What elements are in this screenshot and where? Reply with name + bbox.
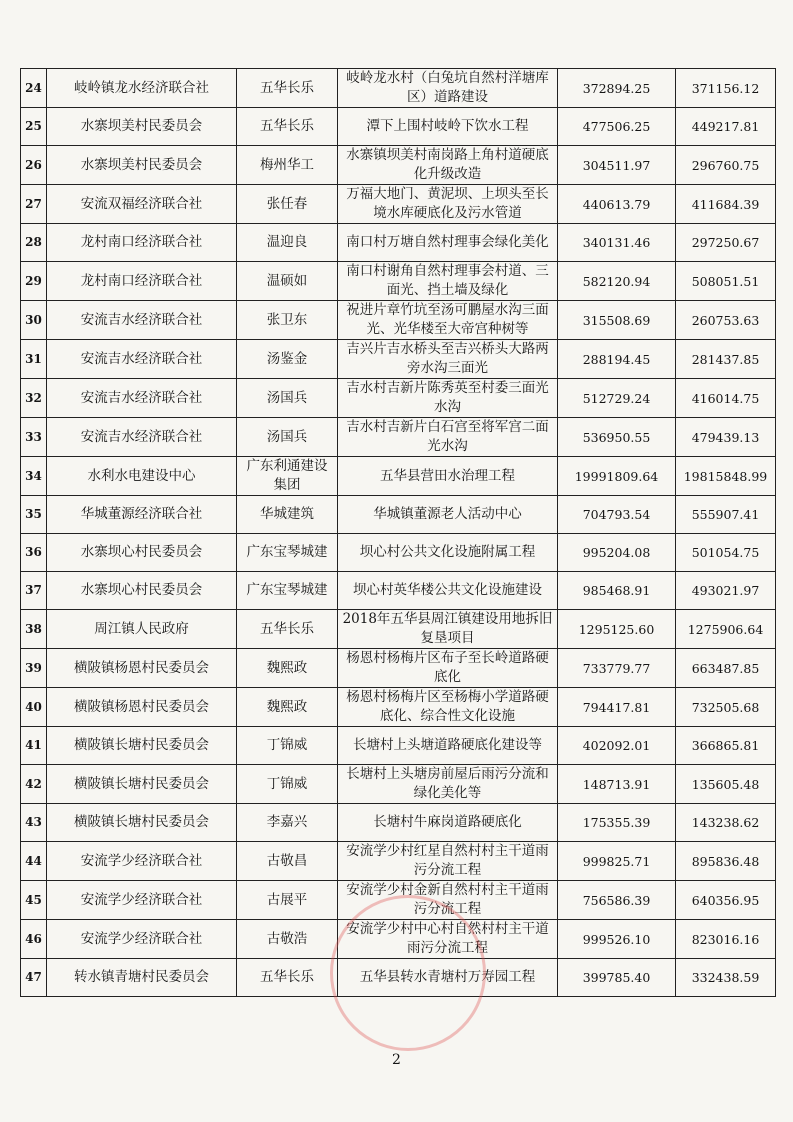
construction-unit-cell: 水利水电建设中心 xyxy=(47,457,237,496)
contract-amount-cell: 372894.25 xyxy=(558,69,676,108)
settlement-amount-cell: 732505.68 xyxy=(676,688,776,727)
construction-unit-cell: 安流学少经济联合社 xyxy=(47,920,237,959)
table-row xyxy=(21,224,776,262)
construction-unit-cell: 横陂镇长塘村民委员会 xyxy=(47,727,237,765)
settlement-amount-cell: 281437.85 xyxy=(676,340,776,379)
settlement-amount-cell: 371156.12 xyxy=(676,69,776,108)
project-name-cell: 长塘村牛麻岗道路硬底化 xyxy=(338,804,558,842)
row-number-cell: 40 xyxy=(21,688,47,727)
row-number-cell: 33 xyxy=(21,418,47,457)
construction-unit-cell: 周江镇人民政府 xyxy=(47,610,237,649)
project-name-cell: 安流学少村金新自然村村主干道雨污分流工程 xyxy=(338,881,558,920)
settlement-amount-cell: 366865.81 xyxy=(676,727,776,765)
project-name-cell: 坝心村英华楼公共文化设施建设 xyxy=(338,572,558,610)
contract-amount-cell: 340131.46 xyxy=(558,224,676,262)
settlement-amount-cell: 143238.62 xyxy=(676,804,776,842)
settlement-amount-cell: 411684.39 xyxy=(676,185,776,224)
settlement-amount-cell: 501054.75 xyxy=(676,534,776,572)
settlement-amount-cell: 416014.75 xyxy=(676,379,776,418)
contract-amount-cell: 999526.10 xyxy=(558,920,676,959)
construction-unit-cell: 横陂镇杨恩村民委员会 xyxy=(47,649,237,688)
row-number-cell: 27 xyxy=(21,185,47,224)
contractor-cell: 古展平 xyxy=(237,881,338,920)
contractor-cell: 广东宝琴城建 xyxy=(237,534,338,572)
contractor-cell: 梅州华工 xyxy=(237,146,338,185)
row-number-cell: 28 xyxy=(21,224,47,262)
table-row xyxy=(21,920,776,959)
table-row xyxy=(21,185,776,224)
contractor-cell: 广东宝琴城建 xyxy=(237,572,338,610)
construction-unit-cell: 横陂镇长塘村民委员会 xyxy=(47,765,237,804)
contractor-cell: 魏熙政 xyxy=(237,649,338,688)
settlement-amount-cell: 895836.48 xyxy=(676,842,776,881)
table-row xyxy=(21,765,776,804)
project-name-cell: 吉水村吉新片陈秀英至村委三面光水沟 xyxy=(338,379,558,418)
project-name-cell: 杨恩村杨梅片区布子至长岭道路硬底化 xyxy=(338,649,558,688)
project-name-cell: 长塘村上头塘道路硬底化建设等 xyxy=(338,727,558,765)
contract-amount-cell: 794417.81 xyxy=(558,688,676,727)
project-name-cell: 祝进片章竹坑至汤可鹏屋水沟三面光、光华楼至大帝宫种树等 xyxy=(338,301,558,340)
project-name-cell: 潭下上围村岐岭下饮水工程 xyxy=(338,108,558,146)
contract-amount-cell: 148713.91 xyxy=(558,765,676,804)
table-row xyxy=(21,340,776,379)
project-name-cell: 岐岭龙水村（白兔坑自然村洋塘库区）道路建设 xyxy=(338,69,558,108)
table-row xyxy=(21,69,776,108)
settlement-amount-cell: 1275906.64 xyxy=(676,610,776,649)
settlement-amount-cell: 297250.67 xyxy=(676,224,776,262)
table-row xyxy=(21,959,776,997)
project-name-cell: 杨恩村杨梅片区至杨梅小学道路硬底化、综合性文化设施 xyxy=(338,688,558,727)
contract-amount-cell: 999825.71 xyxy=(558,842,676,881)
project-name-cell: 五华县营田水治理工程 xyxy=(338,457,558,496)
construction-unit-cell: 转水镇青塘村民委员会 xyxy=(47,959,237,997)
project-name-cell: 五华县转水青塘村万寿园工程 xyxy=(338,959,558,997)
settlement-amount-cell: 260753.63 xyxy=(676,301,776,340)
table-row xyxy=(21,457,776,496)
project-name-cell: 吉兴片吉水桥头至吉兴桥头大路两旁水沟三面光 xyxy=(338,340,558,379)
table-row xyxy=(21,108,776,146)
settlement-amount-cell: 449217.81 xyxy=(676,108,776,146)
construction-unit-cell: 安流吉水经济联合社 xyxy=(47,301,237,340)
settlement-amount-cell: 508051.51 xyxy=(676,262,776,301)
contract-amount-cell: 733779.77 xyxy=(558,649,676,688)
row-number-cell: 34 xyxy=(21,457,47,496)
contract-amount-cell: 304511.97 xyxy=(558,146,676,185)
construction-unit-cell: 安流吉水经济联合社 xyxy=(47,340,237,379)
table-row xyxy=(21,804,776,842)
settlement-amount-cell: 332438.59 xyxy=(676,959,776,997)
row-number-cell: 43 xyxy=(21,804,47,842)
table-row xyxy=(21,301,776,340)
project-name-cell: 吉水村吉新片白石宫至将军宫二面光水沟 xyxy=(338,418,558,457)
project-name-cell: 南口村谢角自然村理事会村道、三面光、挡土墙及绿化 xyxy=(338,262,558,301)
table-row xyxy=(21,379,776,418)
settlement-amount-cell: 663487.85 xyxy=(676,649,776,688)
project-table xyxy=(20,68,776,997)
construction-unit-cell: 岐岭镇龙水经济联合社 xyxy=(47,69,237,108)
contractor-cell: 五华长乐 xyxy=(237,959,338,997)
contract-amount-cell: 477506.25 xyxy=(558,108,676,146)
construction-unit-cell: 安流吉水经济联合社 xyxy=(47,379,237,418)
construction-unit-cell: 安流学少经济联合社 xyxy=(47,881,237,920)
row-number-cell: 25 xyxy=(21,108,47,146)
project-name-cell: 南口村万塘自然村理事会绿化美化 xyxy=(338,224,558,262)
contract-amount-cell: 288194.45 xyxy=(558,340,676,379)
contractor-cell: 魏熙政 xyxy=(237,688,338,727)
table-row xyxy=(21,534,776,572)
row-number-cell: 47 xyxy=(21,959,47,997)
contractor-cell: 丁锦威 xyxy=(237,765,338,804)
project-name-cell: 华城镇董源老人活动中心 xyxy=(338,496,558,534)
project-name-cell: 坝心村公共文化设施附属工程 xyxy=(338,534,558,572)
contract-amount-cell: 315508.69 xyxy=(558,301,676,340)
row-number-cell: 39 xyxy=(21,649,47,688)
contractor-cell: 五华长乐 xyxy=(237,610,338,649)
construction-unit-cell: 水寨坝心村民委员会 xyxy=(47,534,237,572)
project-table-sheet xyxy=(20,68,775,997)
construction-unit-cell: 水寨坝美村民委员会 xyxy=(47,108,237,146)
construction-unit-cell: 水寨坝美村民委员会 xyxy=(47,146,237,185)
contractor-cell: 温硕如 xyxy=(237,262,338,301)
project-name-cell: 2018年五华县周江镇建设用地拆旧复垦项目 xyxy=(338,610,558,649)
contractor-cell: 汤国兵 xyxy=(237,418,338,457)
contract-amount-cell: 440613.79 xyxy=(558,185,676,224)
table-row xyxy=(21,572,776,610)
contractor-cell: 古敬浩 xyxy=(237,920,338,959)
settlement-amount-cell: 296760.75 xyxy=(676,146,776,185)
construction-unit-cell: 安流双福经济联合社 xyxy=(47,185,237,224)
contract-amount-cell: 985468.91 xyxy=(558,572,676,610)
table-row xyxy=(21,688,776,727)
row-number-cell: 37 xyxy=(21,572,47,610)
construction-unit-cell: 龙村南口经济联合社 xyxy=(47,262,237,301)
construction-unit-cell: 横陂镇杨恩村民委员会 xyxy=(47,688,237,727)
contract-amount-cell: 512729.24 xyxy=(558,379,676,418)
settlement-amount-cell: 19815848.99 xyxy=(676,457,776,496)
contractor-cell: 汤鉴金 xyxy=(237,340,338,379)
contractor-cell: 五华长乐 xyxy=(237,108,338,146)
page-number: 2 xyxy=(392,1052,401,1068)
contractor-cell: 丁锦威 xyxy=(237,727,338,765)
table-body xyxy=(21,69,776,997)
contract-amount-cell: 756586.39 xyxy=(558,881,676,920)
contract-amount-cell: 402092.01 xyxy=(558,727,676,765)
construction-unit-cell: 安流学少经济联合社 xyxy=(47,842,237,881)
project-name-cell: 长塘村上头塘房前屋后雨污分流和绿化美化等 xyxy=(338,765,558,804)
contractor-cell: 广东利通建设集团 xyxy=(237,457,338,496)
project-name-cell: 安流学少村中心村自然村村主干道雨污分流工程 xyxy=(338,920,558,959)
table-row xyxy=(21,881,776,920)
contract-amount-cell: 1295125.60 xyxy=(558,610,676,649)
settlement-amount-cell: 823016.16 xyxy=(676,920,776,959)
construction-unit-cell: 水寨坝心村民委员会 xyxy=(47,572,237,610)
contractor-cell: 张卫东 xyxy=(237,301,338,340)
row-number-cell: 41 xyxy=(21,727,47,765)
table-row xyxy=(21,496,776,534)
construction-unit-cell: 龙村南口经济联合社 xyxy=(47,224,237,262)
contractor-cell: 华城建筑 xyxy=(237,496,338,534)
contractor-cell: 张任春 xyxy=(237,185,338,224)
table-row xyxy=(21,649,776,688)
table-row xyxy=(21,610,776,649)
row-number-cell: 30 xyxy=(21,301,47,340)
settlement-amount-cell: 555907.41 xyxy=(676,496,776,534)
row-number-cell: 38 xyxy=(21,610,47,649)
table-row xyxy=(21,146,776,185)
row-number-cell: 32 xyxy=(21,379,47,418)
contractor-cell: 温迎良 xyxy=(237,224,338,262)
settlement-amount-cell: 479439.13 xyxy=(676,418,776,457)
settlement-amount-cell: 640356.95 xyxy=(676,881,776,920)
contract-amount-cell: 582120.94 xyxy=(558,262,676,301)
table-row xyxy=(21,262,776,301)
construction-unit-cell: 安流吉水经济联合社 xyxy=(47,418,237,457)
row-number-cell: 44 xyxy=(21,842,47,881)
row-number-cell: 24 xyxy=(21,69,47,108)
project-name-cell: 水寨镇坝美村南岗路上角村道硬底化升级改造 xyxy=(338,146,558,185)
project-name-cell: 万福大地门、黄泥坝、上坝头至长境水库硬底化及污水管道 xyxy=(338,185,558,224)
contract-amount-cell: 704793.54 xyxy=(558,496,676,534)
row-number-cell: 42 xyxy=(21,765,47,804)
row-number-cell: 26 xyxy=(21,146,47,185)
project-name-cell: 安流学少村红星自然村村主干道雨污分流工程 xyxy=(338,842,558,881)
settlement-amount-cell: 493021.97 xyxy=(676,572,776,610)
contractor-cell: 李嘉兴 xyxy=(237,804,338,842)
contract-amount-cell: 19991809.64 xyxy=(558,457,676,496)
contract-amount-cell: 995204.08 xyxy=(558,534,676,572)
row-number-cell: 45 xyxy=(21,881,47,920)
row-number-cell: 46 xyxy=(21,920,47,959)
table-row xyxy=(21,727,776,765)
contractor-cell: 汤国兵 xyxy=(237,379,338,418)
row-number-cell: 29 xyxy=(21,262,47,301)
contract-amount-cell: 536950.55 xyxy=(558,418,676,457)
construction-unit-cell: 华城董源经济联合社 xyxy=(47,496,237,534)
table-row xyxy=(21,418,776,457)
row-number-cell: 36 xyxy=(21,534,47,572)
row-number-cell: 31 xyxy=(21,340,47,379)
row-number-cell: 35 xyxy=(21,496,47,534)
contract-amount-cell: 175355.39 xyxy=(558,804,676,842)
table-row xyxy=(21,842,776,881)
contractor-cell: 五华长乐 xyxy=(237,69,338,108)
contract-amount-cell: 399785.40 xyxy=(558,959,676,997)
settlement-amount-cell: 135605.48 xyxy=(676,765,776,804)
contractor-cell: 古敬昌 xyxy=(237,842,338,881)
construction-unit-cell: 横陂镇长塘村民委员会 xyxy=(47,804,237,842)
